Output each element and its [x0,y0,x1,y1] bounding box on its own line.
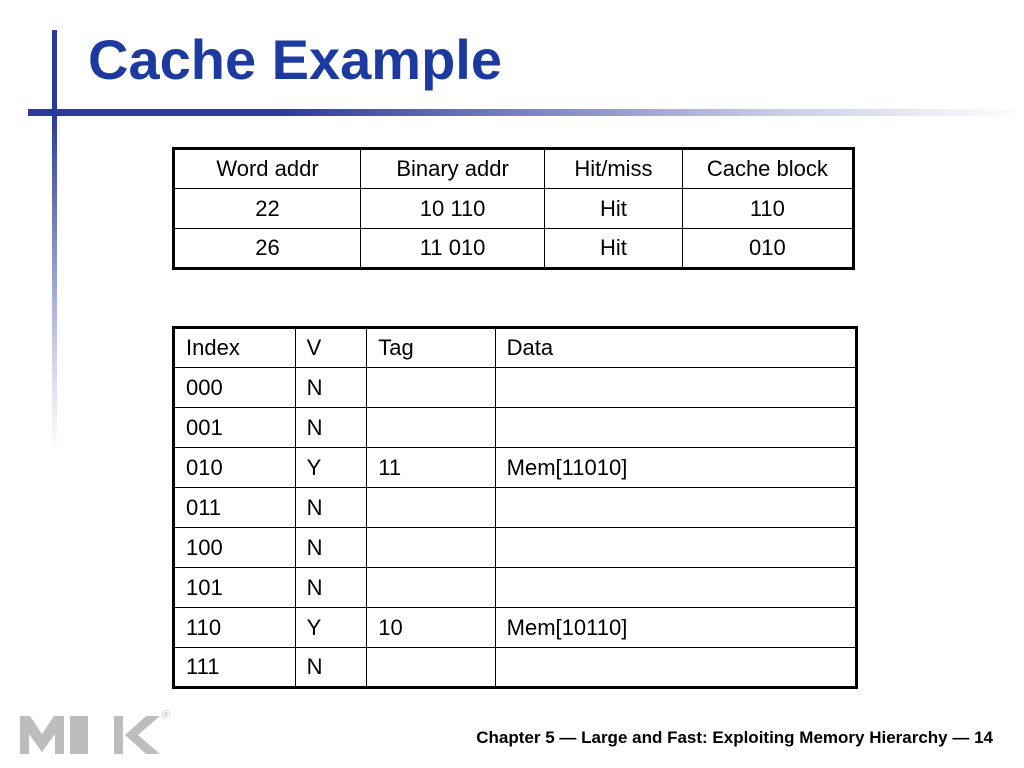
cell-index: 000 [174,368,296,408]
cell-data [495,408,856,448]
cell-tag [367,528,495,568]
cell-index: 100 [174,528,296,568]
cell-valid: N [295,408,367,448]
table-row [174,368,857,408]
cell-word-addr: 26 [174,229,361,269]
cell-tag: 10 [367,608,495,648]
cell-data [495,528,856,568]
slide-title: Cache Example [88,28,502,91]
header-index: Index [174,328,296,368]
cell-valid: Y [295,448,367,488]
cache-contents-table [172,326,858,689]
cell-valid: Y [295,608,367,648]
header-hit-miss: Hit/miss [545,149,683,189]
registered-mark: ® [162,709,171,721]
mk-publisher-logo [18,708,178,762]
accent-bar-vertical [52,30,57,450]
table-row [174,528,857,568]
cell-tag [367,368,495,408]
cell-hit-miss: Hit [545,229,683,269]
cell-index: 010 [174,448,296,488]
cell-binary-addr: 11 010 [361,229,545,269]
header-binary-addr: Binary addr [361,149,545,189]
cell-tag [367,408,495,448]
cell-index: 011 [174,488,296,528]
cell-data [495,488,856,528]
table-row [174,608,857,648]
cell-tag: 11 [367,448,495,488]
table-row [174,648,857,688]
cell-cache-block: 110 [682,189,853,229]
header-word-addr: Word addr [174,149,361,189]
header-data: Data [495,328,856,368]
slide-footer: Chapter 5 — Large and Fast: Exploiting Memory Hierarchy — 14 [476,728,993,747]
cell-hit-miss: Hit [545,189,683,229]
cell-index: 111 [174,648,296,688]
table-row [174,189,854,229]
cell-index: 110 [174,608,296,648]
table-row [174,568,857,608]
cell-index: 101 [174,568,296,608]
cell-tag [367,488,495,528]
cell-data [495,368,856,408]
cell-valid: N [295,488,367,528]
header-valid: V [295,328,367,368]
cell-tag [367,568,495,608]
cell-tag [367,648,495,688]
table-row [174,448,857,488]
table-header-row [174,328,857,368]
accent-bar-horizontal [28,109,1024,116]
cell-binary-addr: 10 110 [361,189,545,229]
cell-data: Mem[11010] [495,448,856,488]
table-header-row [174,149,854,189]
cell-data [495,568,856,608]
cell-valid: N [295,368,367,408]
table-row [174,488,857,528]
address-access-table [172,147,855,270]
cell-data [495,648,856,688]
table-row [174,229,854,269]
cell-index: 001 [174,408,296,448]
header-tag: Tag [367,328,495,368]
cell-cache-block: 010 [682,229,853,269]
cell-valid: N [295,568,367,608]
cell-valid: N [295,648,367,688]
cell-valid: N [295,528,367,568]
cell-word-addr: 22 [174,189,361,229]
cell-data: Mem[10110] [495,608,856,648]
table-row [174,408,857,448]
header-cache-block: Cache block [682,149,853,189]
